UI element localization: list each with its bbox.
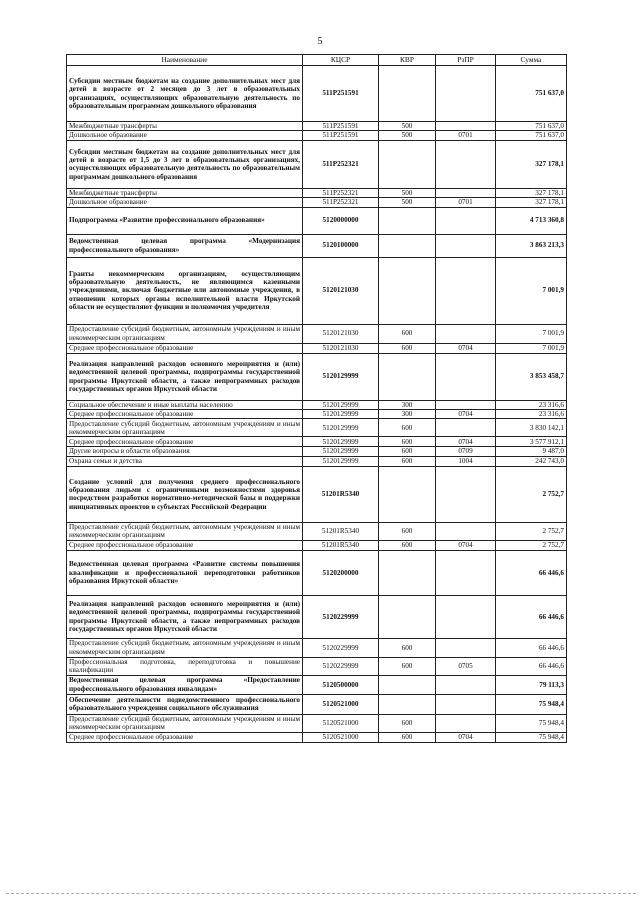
cell-name: Реализация направлений расходов основного мероприятия и (или) ведомственной целевой программы, подпрограммы государственной программы Иркутской области, а также непрограммных расходов государственных органов Иркутской области	[67, 595, 303, 638]
cell-name: Межбюджетные трансферты	[67, 122, 303, 131]
cell-name: Реализация направлений расходов основного мероприятия и (или) ведомственной целевой программы, подпрограммы государственной программы Иркутской области, а также непрограммных расходов государственных органов Иркутской области	[67, 353, 303, 400]
cell-sum: 75 948,4	[496, 714, 567, 732]
cell-rzpr: 0705	[436, 657, 496, 675]
cell-kcsr: 5120200000	[303, 550, 379, 595]
table-row	[67, 522, 567, 540]
cell-kcsr: 5120521000	[303, 694, 379, 714]
cell-kvr: 600	[379, 324, 436, 343]
cell-sum: 3 577 912,1	[496, 437, 567, 447]
cell-rzpr	[436, 550, 496, 595]
header-name: Наименование	[67, 55, 303, 66]
cell-sum: 75 948,4	[496, 732, 567, 742]
cell-name: Предоставление субсидий бюджетным, автономным учреждениям и иным некоммерческим организациям	[67, 714, 303, 732]
cell-kvr: 600	[379, 714, 436, 732]
cell-kvr: 500	[379, 131, 436, 140]
cell-sum: 7 001,9	[496, 257, 567, 324]
cell-rzpr	[436, 419, 496, 437]
cell-rzpr	[436, 638, 496, 657]
table-row	[67, 456, 567, 466]
cell-sum: 9 487,0	[496, 447, 567, 456]
cell-kvr	[379, 66, 436, 122]
table-row	[67, 188, 567, 197]
cell-sum: 2 752,7	[496, 522, 567, 540]
table-row	[67, 595, 567, 638]
cell-kvr	[379, 140, 436, 188]
cell-kcsr: 5120521000	[303, 732, 379, 742]
cell-kvr: 600	[379, 437, 436, 447]
cell-kcsr: 51201R5340	[303, 522, 379, 540]
cell-rzpr	[436, 353, 496, 400]
cell-kcsr: 5120500000	[303, 675, 379, 694]
cell-sum: 2 752,7	[496, 540, 567, 550]
cell-name: Среднее профессиональное образование	[67, 410, 303, 419]
cell-kvr: 600	[379, 522, 436, 540]
cell-rzpr	[436, 522, 496, 540]
table-row	[67, 343, 567, 353]
cell-sum: 327 178,1	[496, 140, 567, 188]
budget-table	[66, 54, 567, 743]
cell-kcsr: 5120121030	[303, 257, 379, 324]
cell-rzpr: 0709	[436, 447, 496, 456]
cell-rzpr: 0704	[436, 343, 496, 353]
cell-kcsr: 511P252321	[303, 198, 379, 207]
table-row	[67, 66, 567, 122]
cell-name: Среднее профессиональное образование	[67, 540, 303, 550]
cell-name: Другие вопросы в области образования	[67, 447, 303, 456]
table-row	[67, 419, 567, 437]
cell-name: Подпрограмма «Развитие профессионального образования»	[67, 207, 303, 234]
cell-rzpr	[436, 66, 496, 122]
cell-sum: 7 001,9	[496, 343, 567, 353]
cell-kvr	[379, 694, 436, 714]
cell-sum: 751 637,0	[496, 131, 567, 140]
cell-kcsr: 511P251591	[303, 122, 379, 131]
cell-name: Гранты некоммерческим организациям, осуществляющим образовательную деятельность, не являющимся казенными учреждениями, включая бюджетные или автономные учреждения, в отношении которых органы исполнительной власти Иркутской области не осуществляют функции и полномочия учредителя	[67, 257, 303, 324]
cell-sum: 79 113,3	[496, 675, 567, 694]
cell-sum: 751 637,0	[496, 66, 567, 122]
cell-rzpr: 0704	[436, 410, 496, 419]
cell-name: Охрана семьи и детства	[67, 456, 303, 466]
cell-sum: 66 446,6	[496, 595, 567, 638]
cell-kvr	[379, 466, 436, 522]
cell-rzpr	[436, 234, 496, 257]
cell-kvr	[379, 595, 436, 638]
cell-sum: 66 446,6	[496, 550, 567, 595]
cell-kcsr: 5120229999	[303, 595, 379, 638]
cell-kcsr: 5120129999	[303, 437, 379, 447]
cell-kvr	[379, 675, 436, 694]
cell-sum: 66 446,6	[496, 657, 567, 675]
cell-name: Предоставление субсидий бюджетным, автономным учреждениям и иным некоммерческим организациям	[67, 522, 303, 540]
table-row	[67, 540, 567, 550]
cell-name: Субсидии местным бюджетам на создание дополнительных мест для детей в возрасте от 2 месяцев до 3 лет в образовательных организациях, осуществляющих образовательную деятельность по образовательным программам дошкольного образования	[67, 66, 303, 122]
cell-name: Социальное обеспечение и иные выплаты населению	[67, 400, 303, 409]
cell-kvr: 500	[379, 198, 436, 207]
cell-rzpr	[436, 466, 496, 522]
cell-rzpr	[436, 324, 496, 343]
cell-sum: 327 178,1	[496, 198, 567, 207]
cell-kvr: 300	[379, 410, 436, 419]
page-number: 5	[317, 36, 323, 47]
table-row	[67, 714, 567, 732]
cell-kvr: 600	[379, 343, 436, 353]
cell-name: Дошкольное образование	[67, 198, 303, 207]
cell-kcsr: 5120129999	[303, 419, 379, 437]
cell-kcsr: 5120229999	[303, 657, 379, 675]
cell-kcsr: 511P252321	[303, 188, 379, 197]
cell-kvr: 600	[379, 638, 436, 657]
table-row	[67, 400, 567, 409]
table-row	[67, 207, 567, 234]
cell-kcsr: 511P251591	[303, 131, 379, 140]
cell-rzpr	[436, 675, 496, 694]
cell-kcsr: 5120121030	[303, 343, 379, 353]
cell-kcsr: 5120121030	[303, 324, 379, 343]
table-row	[67, 122, 567, 131]
cell-rzpr: 0704	[436, 540, 496, 550]
table-row	[67, 657, 567, 675]
cell-kcsr: 5120129999	[303, 447, 379, 456]
cell-kcsr: 5120521000	[303, 714, 379, 732]
table-row	[67, 140, 567, 188]
table-row	[67, 675, 567, 694]
header-kcsr: КЦСР	[303, 55, 379, 66]
cell-name: Ведомственная целевая программа «Предоставление профессионального образования инвалидам»	[67, 675, 303, 694]
cell-kvr	[379, 353, 436, 400]
table-body	[67, 66, 567, 743]
cell-kvr: 600	[379, 456, 436, 466]
cell-name: Обеспечение деятельности подведомственного профессионального образовательного учреждения социального обслуживания	[67, 694, 303, 714]
table-row	[67, 324, 567, 343]
header-rzpr: РзПР	[436, 55, 496, 66]
cell-name: Предоставление субсидий бюджетным, автономным учреждениям и иным некоммерческим организациям	[67, 419, 303, 437]
cell-rzpr	[436, 257, 496, 324]
table-header-row	[67, 55, 567, 66]
cell-rzpr	[436, 694, 496, 714]
header-kvr: КВР	[379, 55, 436, 66]
cell-kvr	[379, 257, 436, 324]
scan-edge-line	[6, 893, 636, 894]
cell-sum: 23 316,6	[496, 400, 567, 409]
table-row	[67, 466, 567, 522]
cell-name: Дошкольное образование	[67, 131, 303, 140]
cell-kvr: 600	[379, 540, 436, 550]
cell-name: Создание условий для получения среднего профессионального образования людьми с ограниченными возможностями здоровья посредством разработки нормативно-методической базы и поддержки инициативных проектов в субъектах Российской Федерации	[67, 466, 303, 522]
cell-sum: 242 743,0	[496, 456, 567, 466]
cell-sum: 3 830 142,1	[496, 419, 567, 437]
cell-sum: 3 853 458,7	[496, 353, 567, 400]
cell-kcsr: 5120129999	[303, 410, 379, 419]
table-row	[67, 410, 567, 419]
cell-rzpr: 0701	[436, 198, 496, 207]
cell-kcsr: 5120229999	[303, 638, 379, 657]
cell-name: Ведомственная целевая программа «Модернизация профессионального образования»	[67, 234, 303, 257]
cell-kcsr: 5120100000	[303, 234, 379, 257]
cell-name: Ведомственная целевая программа «Развитие системы повышения квалификации и профессиональной переподготовки работников образования Иркутской области»	[67, 550, 303, 595]
cell-kvr	[379, 234, 436, 257]
cell-sum: 7 001,9	[496, 324, 567, 343]
table-row	[67, 447, 567, 456]
table-row	[67, 638, 567, 657]
cell-kcsr: 5120000000	[303, 207, 379, 234]
cell-rzpr	[436, 714, 496, 732]
cell-kvr: 600	[379, 657, 436, 675]
table-row	[67, 694, 567, 714]
cell-sum: 751 637,0	[496, 122, 567, 131]
cell-kvr: 600	[379, 419, 436, 437]
cell-rzpr: 0704	[436, 437, 496, 447]
cell-kcsr: 511P252321	[303, 140, 379, 188]
cell-rzpr	[436, 140, 496, 188]
header-sum: Сумма	[496, 55, 567, 66]
cell-name: Предоставление субсидий бюджетным, автономным учреждениям и иным некоммерческим организациям	[67, 638, 303, 657]
cell-sum: 327 178,1	[496, 188, 567, 197]
cell-kcsr: 51201R5340	[303, 466, 379, 522]
cell-sum: 2 752,7	[496, 466, 567, 522]
cell-name: Профессиональная подготовка, переподготовка и повышение квалификации	[67, 657, 303, 675]
cell-sum: 75 948,4	[496, 694, 567, 714]
cell-sum: 4 713 360,8	[496, 207, 567, 234]
cell-kvr	[379, 207, 436, 234]
cell-kcsr: 511P251591	[303, 66, 379, 122]
cell-name: Среднее профессиональное образование	[67, 343, 303, 353]
cell-sum: 3 863 213,3	[496, 234, 567, 257]
cell-kcsr: 5120129999	[303, 456, 379, 466]
table-row	[67, 353, 567, 400]
table-row	[67, 198, 567, 207]
cell-rzpr	[436, 400, 496, 409]
cell-kvr: 500	[379, 188, 436, 197]
cell-kvr: 600	[379, 447, 436, 456]
cell-rzpr: 0701	[436, 131, 496, 140]
cell-rzpr: 1004	[436, 456, 496, 466]
cell-kcsr: 51201R5340	[303, 540, 379, 550]
cell-name: Предоставление субсидий бюджетным, автономным учреждениям и иным некоммерческим организациям	[67, 324, 303, 343]
table-row	[67, 437, 567, 447]
cell-rzpr	[436, 122, 496, 131]
table-row	[67, 732, 567, 742]
cell-kcsr: 5120129999	[303, 353, 379, 400]
cell-name: Субсидии местным бюджетам на создание дополнительных мест для детей в возрасте от 1,5 до 3 лет в образовательных организациях, осуществляющих образовательную деятельность по образовательным программам дошкольного образования	[67, 140, 303, 188]
cell-name: Среднее профессиональное образование	[67, 732, 303, 742]
cell-rzpr	[436, 188, 496, 197]
cell-name: Межбюджетные трансферты	[67, 188, 303, 197]
cell-kcsr: 5120129999	[303, 400, 379, 409]
cell-kvr: 500	[379, 122, 436, 131]
cell-rzpr	[436, 207, 496, 234]
cell-kvr: 300	[379, 400, 436, 409]
cell-name: Среднее профессиональное образование	[67, 437, 303, 447]
table-row	[67, 257, 567, 324]
table-row	[67, 131, 567, 140]
table-row	[67, 550, 567, 595]
cell-kvr: 600	[379, 732, 436, 742]
cell-sum: 66 446,6	[496, 638, 567, 657]
cell-rzpr	[436, 595, 496, 638]
cell-sum: 23 316,6	[496, 410, 567, 419]
cell-rzpr: 0704	[436, 732, 496, 742]
cell-kvr	[379, 550, 436, 595]
table-row	[67, 234, 567, 257]
